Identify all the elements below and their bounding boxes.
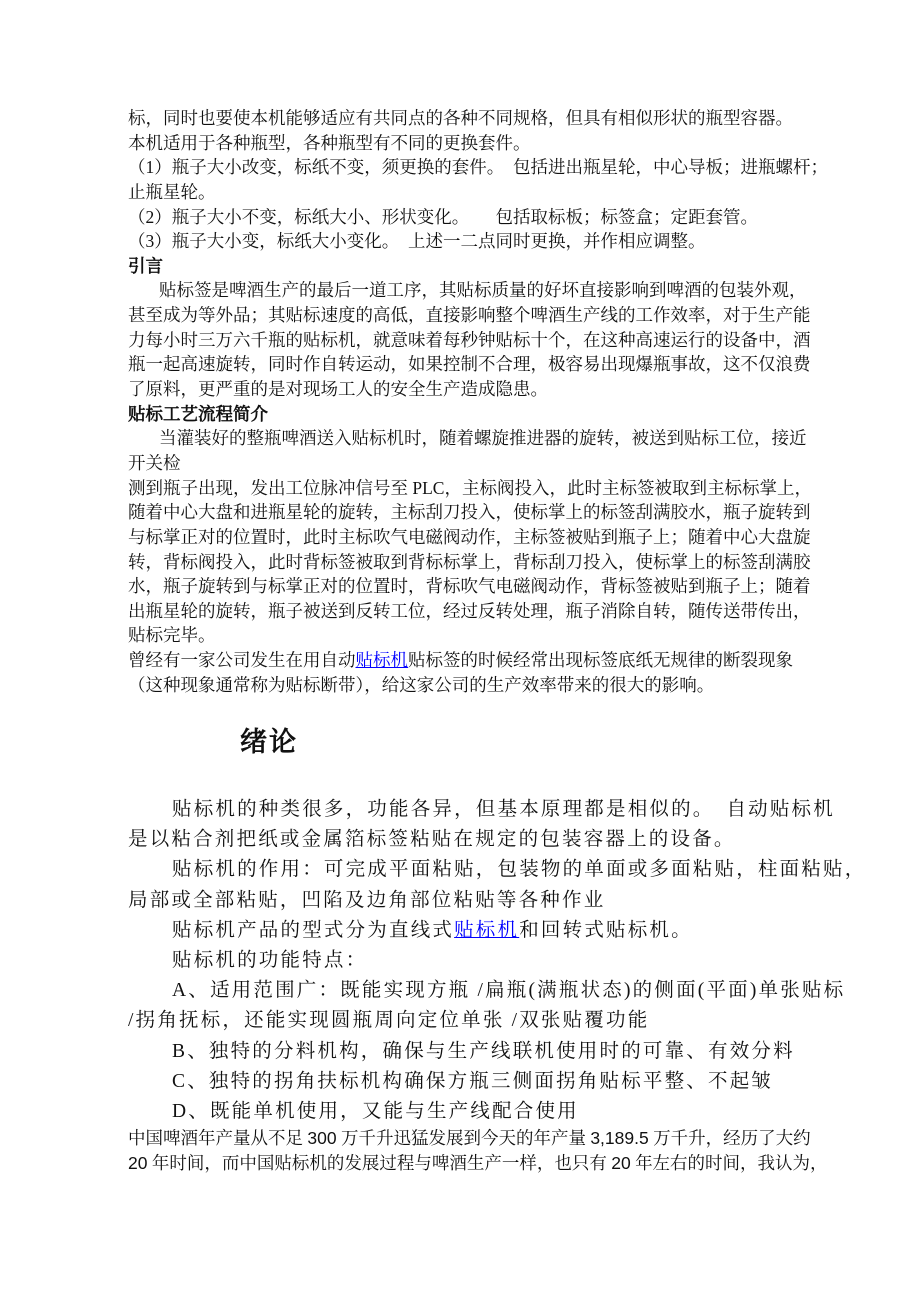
text-segment: C、独特的拐角扶标机构确保方瓶三侧面拐角贴标平整、不起皱 [172,1070,774,1092]
text-segment: 中国啤酒年产量从不足 [128,1128,308,1148]
section-heading-xulun: 绪论 [240,727,298,757]
text-line [128,303,811,328]
text-segment: 力每小时三万六千瓶的贴标机，就意味着每秒钟贴标十个，在这种高速运行的设备中，酒 [128,329,811,350]
text-line [128,648,800,673]
text-line [128,328,811,353]
text-segment: 贴标签的时候经常出现标签底纸无规律的断裂现象 [408,650,793,671]
text-segment: 局部或全部粘贴，凹陷及边角部位粘贴等各种作业 [128,889,606,911]
text-line [128,131,800,156]
text-line [128,623,800,648]
text-line [128,155,828,180]
text-line [128,1037,800,1067]
text-line [128,795,835,825]
text-segment: 瓶一起高速旋转，同时作自转运动，如果控制不合理，极容易出现爆瓶事故，这不仅浪费 [128,354,811,375]
text-line [128,886,800,916]
text-segment: 年时间，而中国贴标机的发展过程与啤酒生产一样，也只有 [147,1152,612,1173]
numeric-text: 20 [611,1152,631,1173]
text-segment: 贴标机产品的型式分为直线式 [172,919,455,941]
text-line [128,599,811,624]
text-line [128,180,800,205]
text-line [128,673,800,698]
text-segment: 与标掌正对的位置时，此时主标吹气电磁阀动作，主标签被贴到瓶子上；随着中心大盘旋 [128,526,811,547]
text-segment: 曾经有一家公司发生在用自动 [128,650,356,671]
inline-link[interactable]: 贴标机 [454,919,520,941]
text-line [128,1097,800,1127]
text-line [128,1151,828,1176]
text-line [128,1067,800,1097]
text-line [128,451,800,476]
text-line [128,916,800,946]
text-segment: 贴标签是啤酒生产的最后一道工序，其贴标质量的好坏直接影响到啤酒的包装外观， [159,280,807,301]
text-segment: 开关检 [128,452,181,473]
text-line [128,550,811,575]
text-line [128,377,800,402]
text-segment: B、独特的分料机构，确保与生产线联机使用时的可靠、有效分料 [172,1040,795,1062]
inline-link[interactable]: 贴标机 [355,650,408,671]
text-line [128,205,800,230]
text-segment: 转，背标阀投入，此时背标签被取到背标标掌上，背标刮刀投入，使标掌上的标签刮满胶 [128,551,811,572]
text-segment: 本机适用于各种瓶型，各种瓶型有不同的更换套件。 [128,132,531,153]
text-segment: 止瓶星轮。 [128,181,216,202]
text-segment: （2）瓶子大小不变，标纸大小、形状变化。 包括取标板；标签盒；定距套管。 [128,206,758,227]
text-segment: （这种现象通常称为贴标断带），给这家公司的生产效率带来的很大的影响。 [128,674,715,695]
numeric-text: 3,189.5 [590,1128,649,1148]
text-segment: 万千升迅猛发展到今天的年产量 [336,1128,591,1148]
text-segment: 贴标工艺流程简介 [128,403,268,424]
numeric-text: 300 [307,1128,337,1148]
top-text-block [128,106,828,697]
subheading-line [128,402,800,427]
text-segment: 贴标机的种类很多，功能各异，但基本原理都是相似的。 自动贴标机 [172,799,835,820]
text-segment: 甚至成为等外品；其贴标速度的高低，直接影响整个啤酒生产线的工作效率，对于生产能 [128,305,811,326]
text-line [128,229,800,254]
text-segment: /拐角抚标，还能实现圆瓶周向定位单张 /双张贴覆功能 [128,1010,650,1032]
subheading-line [128,254,800,279]
text-segment: 了原料，更严重的是对现场工人的安全生产造成隐患。 [128,379,548,400]
text-segment: 贴标完毕。 [128,625,216,646]
text-line [128,352,811,377]
text-line [128,106,800,131]
text-segment: 测到瓶子出现，发出工位脉冲信号至 PLC，主标阀投入，此时主标签被取到主标标掌上， [128,477,812,498]
text-segment: 和回转式贴标机。 [519,919,693,941]
text-line [128,976,846,1006]
text-segment: 标，同时也要使本机能够适应有共同点的各种不同规格，但具有相似形状的瓶型容器。 [128,108,793,128]
text-segment: 是以粘合剂把纸或金属箔标签粘贴在规定的包装容器上的设备。 [128,829,736,851]
text-line [128,1006,800,1036]
text-line [128,825,800,855]
text-segment: A、适用范围广：既能实现方瓶 /扁瓶(满瓶状态)的侧面(平面)单张贴标 [172,980,846,1002]
text-segment: 万千升，经历了大约 [648,1128,811,1148]
text-segment: 当灌装好的整瓶啤酒送入贴标机时，随着螺旋推进器的旋转，被送到贴标工位，接近 [159,428,807,449]
xulun-body-block [128,795,867,1127]
text-segment: 出瓶星轮的旋转，瓶子被送到反转工位，经过反转处理，瓶子消除自转，随传送带传出， [128,600,811,621]
text-line [128,574,811,599]
text-segment: 年左右的时间，我认为， [630,1152,828,1173]
text-segment: 贴标机的作用：可完成平面粘贴，包装物的单面或多面粘贴，柱面粘贴， [172,859,867,881]
text-segment: D、既能单机使用，又能与生产线配合使用 [172,1100,579,1122]
text-line [128,1126,811,1151]
text-segment: 随着中心大盘和进瓶星轮的旋转，主标刮刀投入，使标掌上的标签刮满胶水，瓶子旋转到 [128,502,811,523]
text-line [128,476,812,501]
closing-paragraph-block [128,1126,828,1175]
text-segment: 贴标机的功能特点： [172,949,368,971]
text-line [128,946,800,976]
text-segment: （3）瓶子大小变，标纸大小变化。 上述一二点同时更换，并作相应调整。 [128,231,706,252]
numeric-text: 20 [128,1152,148,1173]
text-segment: （1）瓶子大小改变，标纸不变，须更换的套件。 包括进出瓶星轮，中心导板；进瓶螺杆； [128,157,828,178]
text-line [128,426,807,451]
text-line [128,855,867,885]
text-segment: 引言 [128,255,163,276]
text-line [128,278,807,303]
text-line [128,525,811,550]
text-segment: 水，瓶子旋转到与标掌正对的位置时，背标吹气电磁阀动作，背标签被贴到瓶子上；随着 [128,576,811,597]
text-line [128,500,811,525]
